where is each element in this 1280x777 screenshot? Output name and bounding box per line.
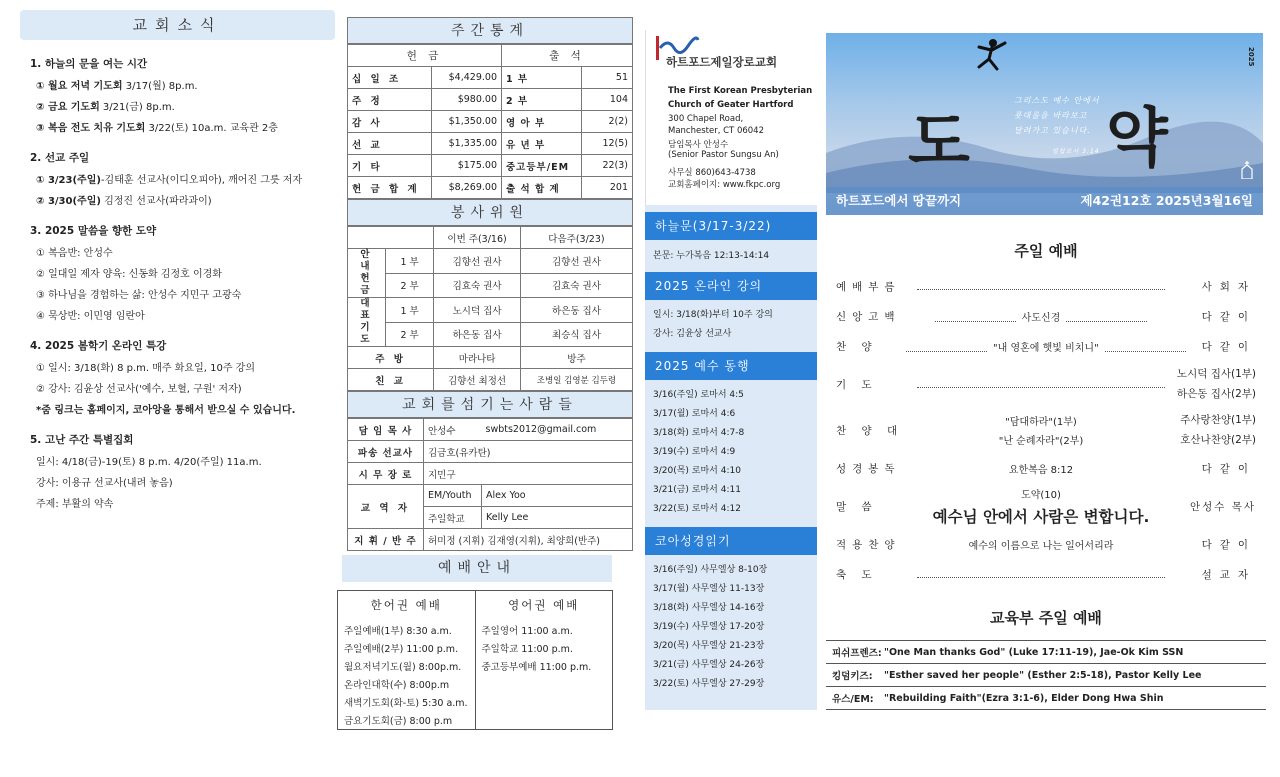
- attendance-count: 51: [582, 67, 633, 89]
- service-item-leader: [1176, 339, 1266, 354]
- service-item-leader: [1176, 537, 1266, 552]
- server-row: [348, 463, 633, 485]
- fellowship-this: 김향선 최정선: [434, 369, 521, 391]
- fellowship-next: 조병일 김영분 김두령: [520, 369, 632, 391]
- bible-reading-item: 3/16(주일) 사무엘상 8-10장: [653, 565, 768, 575]
- worship-order-column: [826, 240, 1266, 710]
- attendance-header: 출 석: [502, 45, 633, 67]
- service-item-leader-1: 다같이: [1201, 462, 1256, 475]
- em-label: EM/Youth: [424, 485, 482, 507]
- service-item-content: [906, 486, 1176, 527]
- education-lesson: "One Man thanks God" (Luke 17:11-19), Jae-Ok Kim SSN: [884, 646, 1184, 658]
- service-item-label: 축 도: [836, 568, 878, 581]
- service-order-list: [826, 271, 1266, 589]
- attendance-count: 12(5): [582, 133, 633, 155]
- news-line: [36, 401, 335, 416]
- service-item-leader-1: 사회자: [1201, 280, 1256, 293]
- service-item-content: [906, 461, 1176, 476]
- verse-line-1: 그리스도 예수 안에서: [1014, 96, 1100, 105]
- prayer-p1: 1 부: [386, 298, 434, 323]
- news-section-heading: 3. 2025 말씀을 향한 도약: [30, 225, 157, 237]
- church-korean-name: 하트포드제일장로교회: [666, 55, 778, 69]
- pastor-korean: 담임목사 안성수: [668, 140, 729, 150]
- news-line-bold: ③ 복음 전도 치유 기도회: [36, 123, 146, 134]
- service-item-label: 성경봉독: [836, 462, 901, 475]
- church-address-1: 300 Chapel Road,: [668, 114, 744, 124]
- usher-label: 안 내 헌 금: [348, 249, 386, 298]
- usher-next-1: 김향선 권사: [520, 249, 632, 274]
- english-worship-item: 중고등부예배 11:00 p.m.: [481, 662, 592, 673]
- korean-worship-title: 한어권 예배: [370, 598, 442, 612]
- sky-gate-header: 하늘문(3/17-3/22): [645, 212, 817, 240]
- server-role: 담 임 목 사: [348, 419, 424, 441]
- service-item-label: 찬 양 대: [836, 424, 904, 437]
- cover-banner: [826, 33, 1263, 215]
- server-row: [348, 419, 633, 441]
- service-item: [826, 331, 1266, 361]
- korean-worship: [338, 591, 475, 729]
- attendance-label: 1 부: [502, 67, 582, 89]
- usher-p1: 1 부: [386, 249, 434, 274]
- korean-worship-item: 주일예배(2부) 11:00 p.m.: [344, 644, 459, 655]
- service-item-content: [906, 309, 1176, 324]
- offering-amount: $980.00: [432, 89, 502, 111]
- service-item: [826, 271, 1266, 301]
- attendance-label: 영 아 부: [502, 111, 582, 133]
- education-lesson: "Rebuilding Faith"(Ezra 3:1-6), Elder Dong Hwa Shin: [884, 692, 1164, 704]
- server-name: 김금호(유카탄): [424, 441, 633, 463]
- dotted-leader: [917, 282, 1165, 290]
- offering-amount: $4,429.00: [432, 67, 502, 89]
- school-name: Kelly Lee: [482, 507, 633, 529]
- education-title: 교육부 주일 예배: [990, 609, 1102, 627]
- news-line-text: 3/22(토) 10a.m. 교육관 2층: [145, 123, 278, 134]
- sky-gate-text: 본문: 누가복음 12:13-14:14: [653, 251, 770, 261]
- offering-amount: $175.00: [432, 155, 502, 177]
- news-line-text: ④ 묵상반: 이민영 임란아: [36, 311, 145, 322]
- service-item: [826, 361, 1266, 407]
- church-website: 교회홈페이지: www.fkpc.org: [668, 180, 781, 190]
- attendance-label: 중고등부/EM: [502, 155, 582, 177]
- news-line: [36, 380, 335, 395]
- offering-amount: $8,269.00: [432, 177, 502, 199]
- news-sections: [20, 56, 335, 510]
- jesus-walk-item: 3/17(월) 로마서 4:6: [653, 409, 736, 419]
- weekly-stats-table: [347, 44, 633, 199]
- service-item-leader: [1176, 461, 1266, 476]
- dotted-leader: [1066, 314, 1147, 322]
- service-item-leader-1: 다같이: [1201, 340, 1256, 353]
- jesus-walk-list: [645, 380, 817, 519]
- weekly-stats-title: 주간통계: [347, 17, 633, 44]
- jesus-walk-item: 3/22(토) 로마서 4:12: [653, 504, 741, 514]
- service-item-leader-1: 설교자: [1201, 568, 1256, 581]
- service-item-text-2: "난 순례자라"(2부): [998, 436, 1084, 447]
- attendance-label: 출 석 합 계: [502, 177, 582, 199]
- server-name: 안성수: [424, 419, 482, 441]
- jumping-person-icon: [971, 37, 1011, 77]
- weekly-row: [348, 177, 633, 199]
- church-news-column: [20, 10, 335, 516]
- news-line: [36, 307, 335, 322]
- stats-column: [344, 17, 633, 730]
- offering-label: 주 정: [348, 89, 432, 111]
- news-line-text: -김태훈 선교사(이디오피아), 깨어진 그릇 저자: [100, 175, 303, 186]
- devotion-column: [645, 30, 817, 710]
- news-section-heading: 5. 고난 주간 특별집회: [30, 434, 134, 446]
- service-item-label: 신앙고백: [836, 310, 901, 323]
- verse-line-2: 푯대를을 바라보고: [1014, 111, 1088, 120]
- service-item-content: [906, 339, 1176, 354]
- news-line: [36, 265, 335, 280]
- jesus-walk-item: 3/21(금) 로마서 4:11: [653, 485, 741, 495]
- service-item-text-2: 예수님 안에서 사람은 변합니다.: [932, 507, 1150, 526]
- service-item-text: 예수의 이름으로 나는 일어서리라: [968, 540, 1114, 552]
- news-line-text: ① 일시: 3/18(화) 8 p.m. 매주 화요일, 10주 강의: [36, 363, 255, 374]
- server-role: 파송 선교사: [348, 441, 424, 463]
- issue-info: 제42권12호 2025년3월16일: [1080, 193, 1253, 208]
- prayer-label: 대 표 기 도: [348, 298, 386, 347]
- offering-label: 기 타: [348, 155, 432, 177]
- dotted-leader: [935, 314, 1016, 322]
- server-role: 시 무 장 로: [348, 463, 424, 485]
- service-item-content: [906, 537, 1176, 552]
- church-info-box: [645, 30, 817, 205]
- weekly-row: [348, 89, 633, 111]
- service-item-label: 말 씀: [836, 500, 878, 513]
- news-line-bold: ② 금요 기도회: [36, 102, 100, 113]
- news-line: [36, 98, 335, 113]
- offering-label: 십 일 조: [348, 67, 432, 89]
- worship-guide-box: [337, 590, 613, 730]
- news-line: [36, 453, 335, 468]
- bible-reading-item: 3/17(월) 사무엘상 11-13장: [653, 584, 765, 594]
- news-line: [36, 244, 335, 259]
- attendance-label: 유 년 부: [502, 133, 582, 155]
- korean-worship-item: 월요저녁기도(월) 8:00p.m.: [344, 662, 462, 673]
- prayer-p2: 2 부: [386, 322, 434, 347]
- jesus-walk-item: 3/16(주일) 로마서 4:5: [653, 390, 744, 400]
- evangelist-label: 교 역 자: [348, 485, 424, 529]
- news-line-text: 강사: 이용규 선교사(내려 놓음): [36, 478, 173, 489]
- attendance-count: 201: [582, 177, 633, 199]
- service-item-leader-2: 호산나찬양(2부): [1180, 434, 1256, 446]
- news-section: [30, 150, 335, 207]
- usher-next-2: 김효숙 권사: [520, 273, 632, 298]
- attendance-count: 22(3): [582, 155, 633, 177]
- this-week-header: 이번 주(3/16): [434, 227, 521, 249]
- news-section: [30, 223, 335, 322]
- server-row: [348, 441, 633, 463]
- banner-char-2: 약: [1106, 101, 1168, 176]
- news-section: [30, 56, 335, 134]
- prayer-this-1: 노시덕 집사: [434, 298, 521, 323]
- weekly-row: [348, 67, 633, 89]
- service-item: [826, 301, 1266, 331]
- church-address-2: Manchester, CT 06042: [668, 126, 764, 136]
- service-item-content: [906, 379, 1176, 390]
- offering-label: 선 교: [348, 133, 432, 155]
- service-duty-table: [347, 226, 633, 391]
- next-week-header: 다음주(3/23): [520, 227, 632, 249]
- news-line: [36, 359, 335, 374]
- bible-reading-item: 3/19(수) 사무엘상 17-20장: [653, 622, 765, 632]
- english-worship-title: 영어권 예배: [508, 598, 580, 612]
- service-item-label: 찬 양: [836, 340, 878, 353]
- news-line-text: ② 일대일 제자 양육: 신동화 김정호 이경화: [36, 269, 222, 280]
- kitchen-next: 방주: [520, 347, 632, 369]
- service-item-label: 예배부름: [836, 280, 901, 293]
- news-line-text: 3/21(금) 8p.m.: [99, 102, 175, 113]
- news-section: [30, 432, 335, 510]
- education-group: 피쉬프렌즈:: [832, 648, 882, 659]
- weekly-row: [348, 133, 633, 155]
- server-email: swbts2012@gmail.com: [482, 419, 633, 441]
- usher-this-2: 김효숙 권사: [434, 273, 521, 298]
- news-line: [36, 171, 335, 186]
- pastor-english: (Senior Pastor Sungsu An): [668, 150, 779, 160]
- church-english-2: Church of Geater Hartford: [668, 100, 794, 110]
- news-line: [36, 495, 335, 510]
- prayer-this-2: 하은동 집사: [434, 322, 521, 347]
- news-line-text: ③ 하나님을 경험하는 삶: 안성수 지민구 고광숙: [36, 290, 242, 301]
- sunday-service-title: 주일 예배: [1014, 242, 1078, 260]
- service-item-leader-1: 다같이: [1201, 538, 1256, 551]
- service-item-leader: [1176, 410, 1266, 450]
- service-duty-title: 봉사위원: [347, 199, 633, 226]
- news-section: [30, 338, 335, 416]
- banner-char-1: 도: [908, 105, 970, 180]
- service-item-content: [906, 413, 1176, 447]
- korean-worship-item: 금요기도회(금) 8:00 p.m: [344, 716, 453, 727]
- news-section-heading: 4. 2025 봄학기 온라인 특강: [30, 340, 167, 352]
- verse-line-3: 달려가고 있습니다.: [1014, 126, 1091, 135]
- offering-amount: $1,335.00: [432, 133, 502, 155]
- offering-header: 헌 금: [348, 45, 502, 67]
- service-item: [826, 407, 1266, 453]
- dotted-leader: [917, 570, 1165, 578]
- news-line-text: 3/17(월) 8p.m.: [122, 81, 198, 92]
- weekly-row: [348, 155, 633, 177]
- korean-worship-item: 새벽기도회(화-토) 5:30 a.m.: [344, 698, 468, 709]
- church-news-title: 교회소식: [20, 10, 335, 40]
- news-line-text: 주제: 부활의 약속: [36, 499, 114, 510]
- service-item: [826, 453, 1266, 483]
- news-line-text: ② 강사: 김윤상 선교사('예수, 보혈, 구원' 저자): [36, 384, 242, 395]
- verse-reference: 빌립보서 3:14: [1052, 148, 1100, 155]
- service-item-text: 도약(10): [1021, 489, 1061, 501]
- usher-p2: 2 부: [386, 273, 434, 298]
- news-line-bold: *줌 링크는 홈페이지, 코아앙을 통해서 받으실 수 있습니다.: [36, 405, 296, 416]
- korean-worship-item: 온라인대학(수) 8:00p.m: [344, 680, 450, 691]
- education-row: [826, 664, 1266, 687]
- bible-reading-item: 3/20(목) 사무엘상 21-23장: [653, 641, 765, 651]
- service-item-leader: [1176, 567, 1266, 582]
- news-line: [36, 474, 335, 489]
- korean-worship-item: 주일예배(1부) 8:30 a.m.: [344, 626, 452, 637]
- church-phone: 사무실 860)643-4738: [668, 168, 756, 178]
- jesus-walk-item: 3/19(수) 로마서 4:9: [653, 447, 736, 457]
- kitchen-this: 마라나타: [434, 347, 521, 369]
- worship-guide-title: 예배안내: [342, 555, 612, 582]
- online-lecture-2: 강사: 김윤상 선교사: [653, 329, 732, 339]
- news-line: [36, 119, 335, 134]
- dotted-leader: [1105, 344, 1186, 352]
- english-worship: [475, 591, 613, 729]
- service-item: [826, 559, 1266, 589]
- service-item-text: 사도신경: [1021, 312, 1061, 324]
- education-lesson: "Esther saved her people" (Esther 2:5-18), Pastor Kelly Lee: [884, 669, 1202, 681]
- school-label: 주일학교: [424, 507, 482, 529]
- small-church-icon: [1241, 161, 1253, 179]
- bible-reading-item: 3/21(금) 사무엘상 24-26장: [653, 660, 765, 670]
- service-item-leader-2: 하은동 집사(2부): [1176, 388, 1256, 400]
- news-line-bold: ① 3/23(주일): [36, 175, 101, 186]
- service-item-leader-1: 안성수 목사: [1189, 500, 1256, 513]
- service-item-content: [906, 281, 1176, 292]
- service-item-label: 적용찬양: [836, 538, 901, 551]
- dotted-leader: [906, 344, 987, 352]
- news-line-bold: ① 월요 저녁 기도회: [36, 81, 123, 92]
- service-item-leader: [1176, 499, 1266, 514]
- attendance-count: 104: [582, 89, 633, 111]
- bible-reading-header: 코아성경읽기: [645, 527, 817, 555]
- attendance-count: 2(2): [582, 111, 633, 133]
- service-item-leader-1: 노시덕 집사(1부): [1176, 368, 1256, 380]
- education-group: 유스/EM:: [832, 694, 874, 705]
- service-item-leader-1: 다같이: [1201, 310, 1256, 323]
- service-item-leader-1: 주사랑찬양(1부): [1180, 414, 1256, 426]
- usher-this-1: 김향선 권사: [434, 249, 521, 274]
- jesus-walk-item: 3/18(화) 로마서 4:7-8: [653, 428, 745, 438]
- service-item-text: "담대하라"(1부): [1005, 417, 1077, 428]
- service-item-label: 기 도: [836, 378, 878, 391]
- bible-reading-item: 3/18(화) 사무엘상 14-16장: [653, 603, 765, 613]
- news-line: [36, 192, 335, 207]
- banner-footer: [826, 187, 1263, 215]
- service-item-content: [906, 569, 1176, 580]
- bible-reading-item: 3/22(토) 사무엘상 27-29장: [653, 679, 765, 689]
- servers-title: 교회를섬기는사람들: [347, 391, 633, 418]
- jesus-walk-item: 3/20(목) 로마서 4:10: [653, 466, 741, 476]
- news-line-text: 김정진 선교사(파라과이): [100, 196, 212, 207]
- jesus-walk-header: 2025 예수 동행: [645, 352, 817, 380]
- kitchen-label: 주 방: [348, 347, 434, 369]
- online-lecture-header: 2025 온라인 강의: [645, 272, 817, 300]
- service-item-leader: [1176, 309, 1266, 324]
- service-item-text: "내 영혼에 햇빛 비치니": [993, 342, 1099, 354]
- em-name: Alex Yoo: [482, 485, 633, 507]
- bible-reading-list: [645, 555, 817, 694]
- news-line: [36, 286, 335, 301]
- offering-label: 감 사: [348, 111, 432, 133]
- news-line: [36, 77, 335, 92]
- prayer-next-2: 최승식 집사: [520, 322, 632, 347]
- news-line-bold: ② 3/30(주일): [36, 196, 101, 207]
- english-worship-item: 주일학교 11:00 p.m.: [481, 644, 573, 655]
- service-item: [826, 529, 1266, 559]
- education-table: [826, 640, 1266, 710]
- choir-names: 허미정 (지휘) 김재영(지휘), 최양희(반주): [424, 529, 633, 551]
- attendance-label: 2 부: [502, 89, 582, 111]
- news-section-heading: 2. 선교 주일: [30, 152, 90, 164]
- servers-table: [347, 418, 633, 551]
- banner-slogan: 하트포드에서 땅끝까지: [836, 193, 962, 208]
- year-tag: 2025: [1247, 47, 1255, 67]
- online-lecture-1: 일시: 3/18(화)부터 10주 강의: [653, 310, 773, 320]
- education-row: [826, 641, 1266, 664]
- service-item-text: 요한복음 8:12: [1008, 464, 1074, 476]
- english-worship-item: 주일영어 11:00 a.m.: [481, 626, 573, 637]
- offering-amount: $1,350.00: [432, 111, 502, 133]
- news-section-heading: 1. 하늘의 문을 여는 시간: [30, 58, 148, 70]
- service-item-leader: [1176, 364, 1266, 404]
- news-line-text: 일시: 4/18(금)-19(토) 8 p.m. 4/20(주일) 11a.m.: [36, 457, 262, 468]
- education-row: [826, 687, 1266, 710]
- prayer-next-1: 하은동 집사: [520, 298, 632, 323]
- church-english-1: The First Korean Presbyterian: [668, 86, 813, 96]
- offering-label: 헌 금 합 계: [348, 177, 432, 199]
- education-group: 킹덤키즈:: [832, 671, 873, 682]
- dotted-leader: [917, 380, 1165, 388]
- choir-label: 지 휘 / 반 주: [348, 529, 424, 551]
- fellowship-label: 친 교: [348, 369, 434, 391]
- service-item: [826, 483, 1266, 529]
- service-item-leader: [1176, 279, 1266, 294]
- weekly-row: [348, 111, 633, 133]
- news-line-text: ① 복음반: 안성수: [36, 248, 113, 259]
- server-name: 지민구: [424, 463, 633, 485]
